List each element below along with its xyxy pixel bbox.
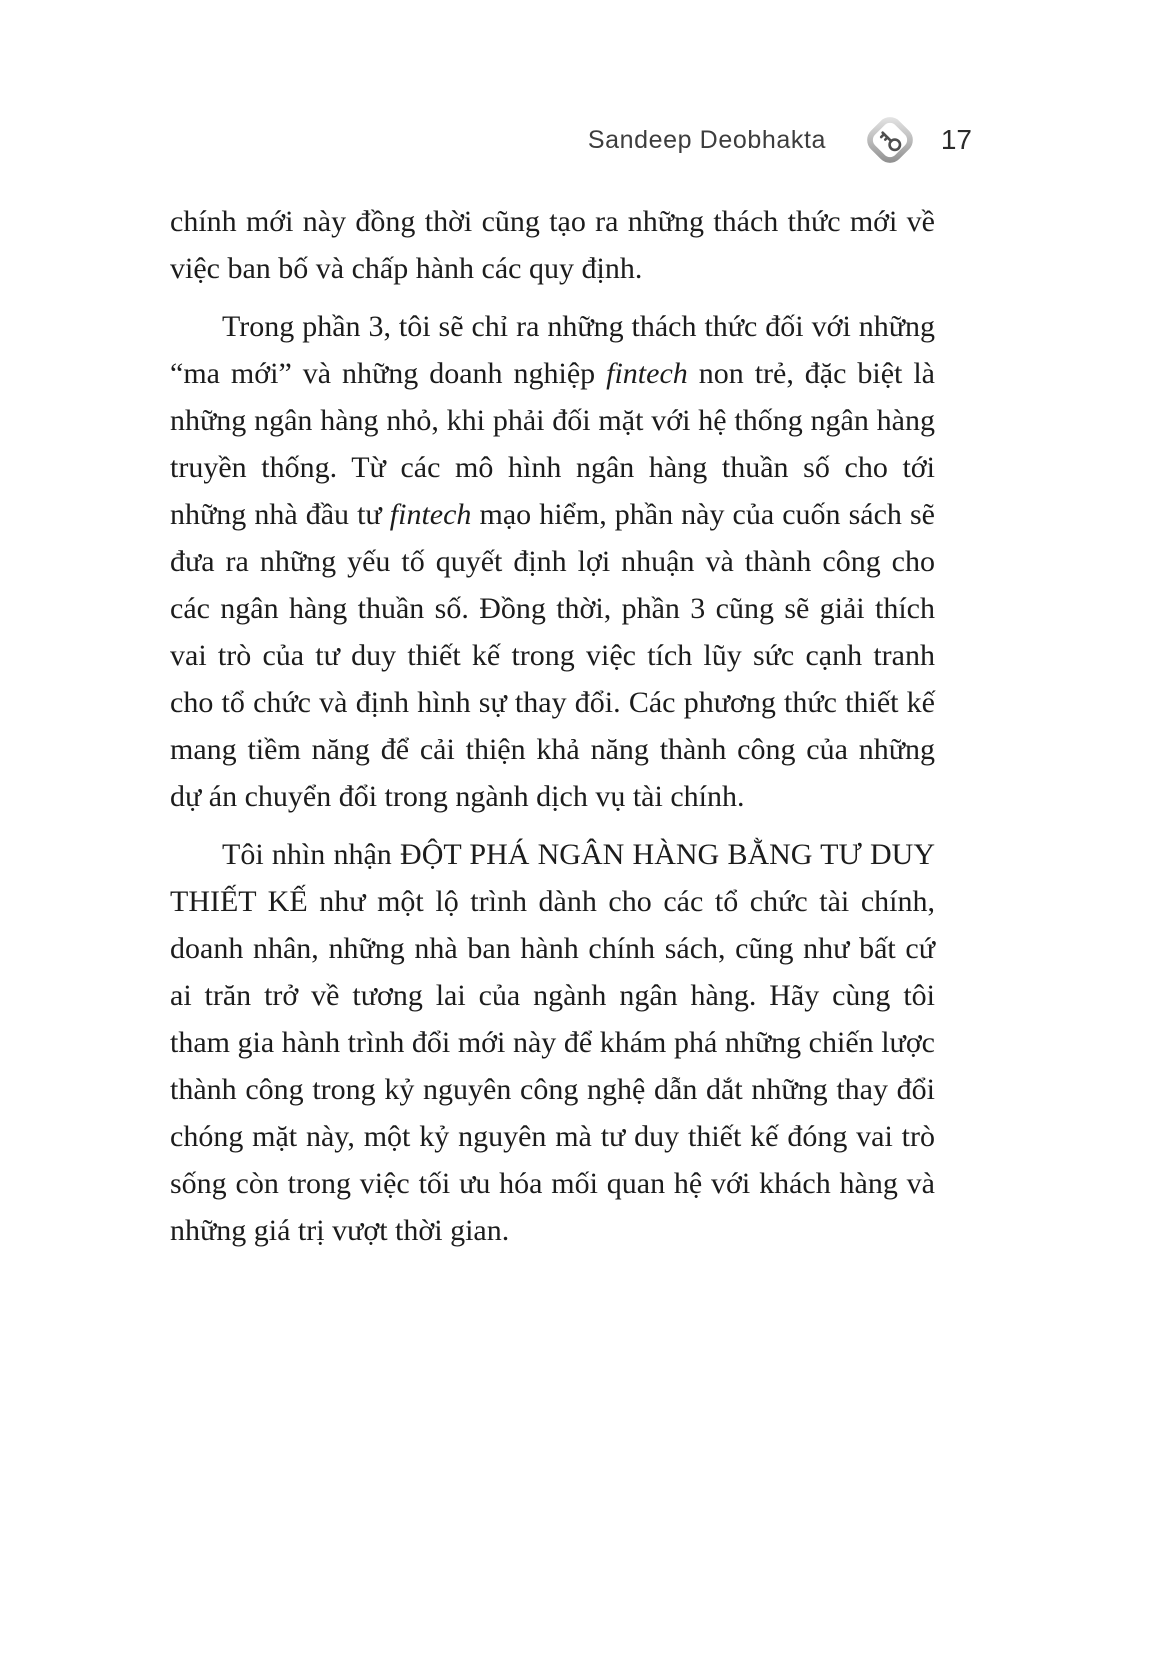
text-segment: non trẻ, đặc biệt là những ngân hàng nhỏ, khi phải đối mặt với hệ thống ngân hàng truyền thống. Từ các mô hình ngân hàng thuần số cho tới những nhà đầu tư [170, 357, 935, 531]
text-segment: chính mới này đồng thời cũng tạo ra những thách thức mới về việc ban bố và chấp hành các quy định. [170, 205, 935, 285]
italic-text-segment: fintech [606, 357, 688, 390]
page-number: 17 [940, 124, 972, 155]
italic-text-segment: fintech [389, 498, 472, 531]
text-segment: Trong phần 3, tôi sẽ chỉ ra những thách thức đối với những “ma mới” và những doanh nghiệp [170, 310, 935, 390]
header-author-name: Sandeep Deobhakta [587, 125, 826, 154]
paragraph [170, 303, 935, 820]
running-header [0, 112, 972, 168]
paragraph [170, 831, 935, 1254]
key-diamond-icon [864, 114, 916, 166]
paragraph [170, 198, 935, 292]
text-segment: mạo hiểm, phần này của cuốn sách sẽ đưa ra những yếu tố quyết định lợi nhuận và thành công cho các ngân hàng thuần số. Đồng thời, phần 3 cũng sẽ giải thích vai trò của tư duy thiết kế trong việc tích lũy sức cạnh tranh cho tổ chức và định hình sự thay đổi. Các phương thức thiết kế mang tiềm năng để cải thiện khả năng thành công của những dự án chuyển đổi trong ngành dịch vụ tài chính. [170, 498, 935, 813]
body-text [170, 198, 935, 1265]
text-segment: Tôi nhìn nhận ĐỘT PHÁ NGÂN HÀNG BẰNG TƯ DUY THIẾT KẾ như một lộ trình dành cho các tổ chức tài chính, doanh nhân, những nhà ban hành chính sách, cũng như bất cứ ai trăn trở về tương lai của ngành ngân hàng. Hãy cùng tôi tham gia hành trình đổi mới này để khám phá những chiến lược thành công trong kỷ nguyên công nghệ dẫn dắt những thay đổi chóng mặt này, một kỷ nguyên mà tư duy thiết kế đóng vai trò sống còn trong việc tối ưu hóa mối quan hệ với khách hàng và những giá trị vượt thời gian. [170, 838, 935, 1247]
